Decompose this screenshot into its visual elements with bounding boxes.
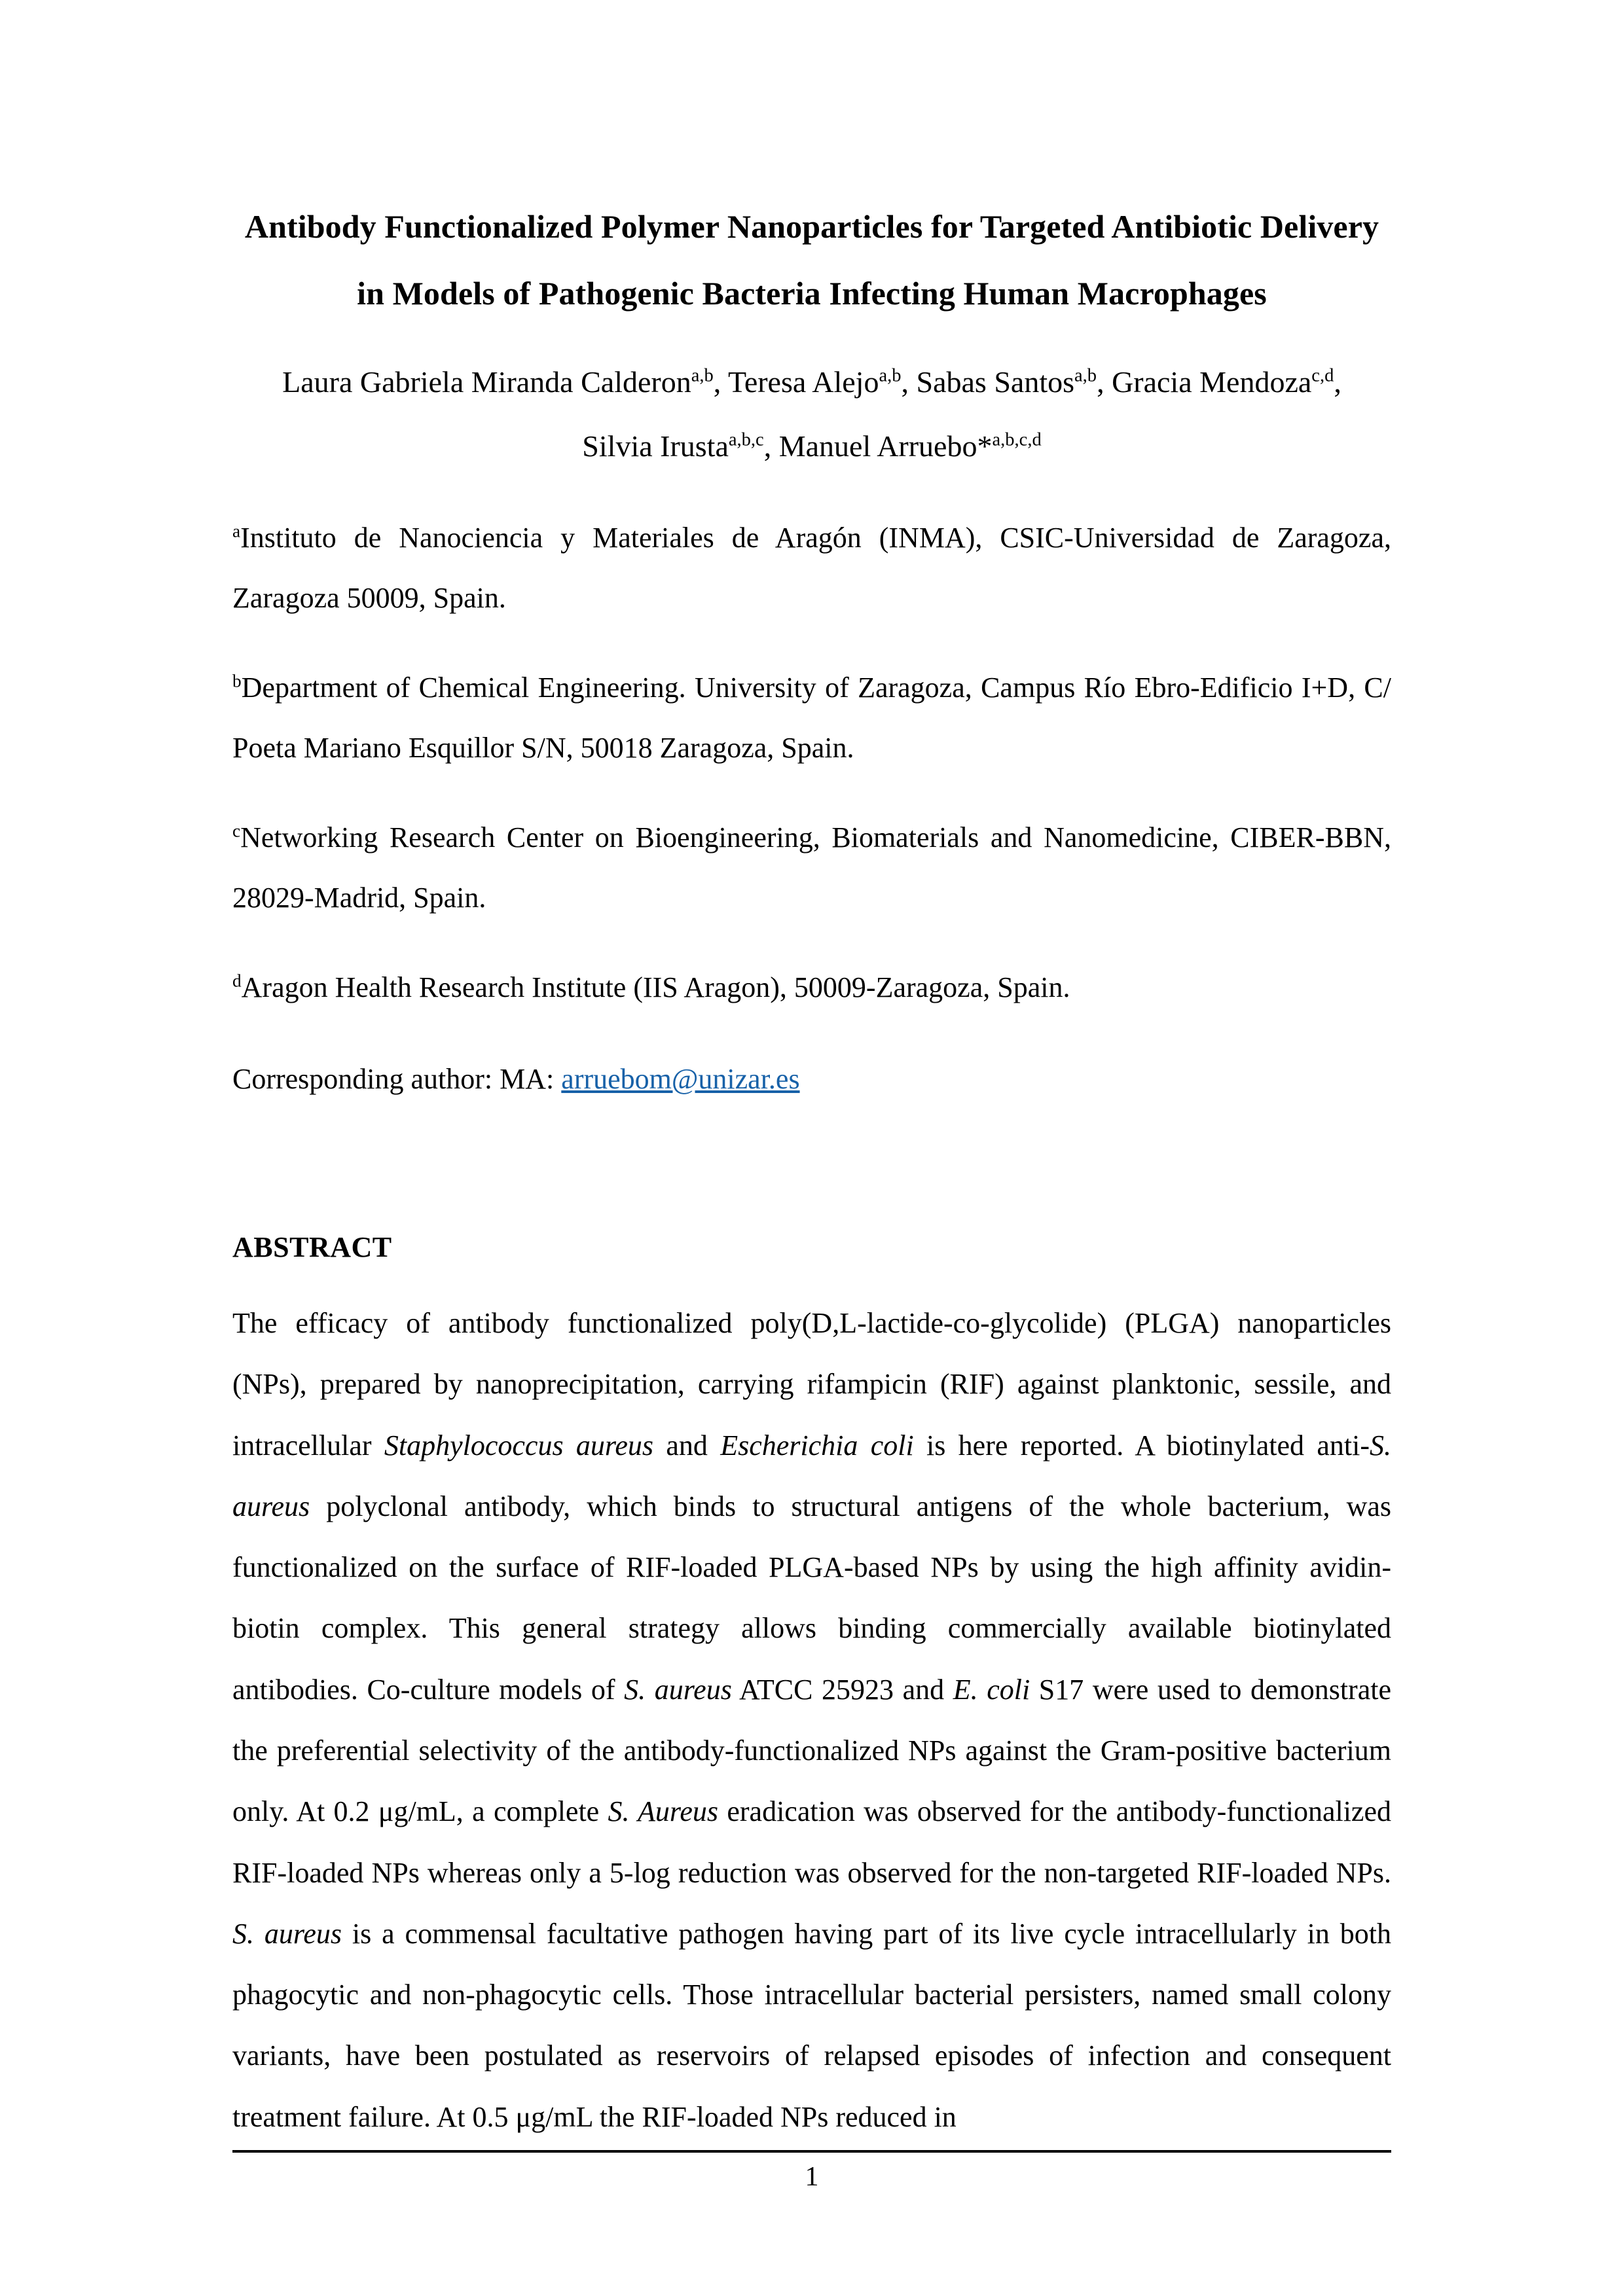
author-name: Silvia Irusta <box>582 429 729 463</box>
page-number: 1 <box>805 2162 819 2192</box>
page-content <box>232 194 1391 2147</box>
abstract-italic-term: Staphylococcus aureus <box>384 1429 654 1462</box>
affiliation-text: Instituto de Nanociencia y Materiales de Aragón (INMA), CSIC-Universidad de Zaragoza, Zaragoza 50009, Spain. <box>232 522 1391 614</box>
author-name: Laura Gabriela Miranda Calderon <box>282 365 691 399</box>
abstract-italic-term: S. aureus <box>232 1917 342 1950</box>
affiliation-marker: a <box>232 521 241 541</box>
abstract-text: is a commensal facultative pathogen having part of its live cycle intracellularly in both phagocytic and non-phagocytic cells. Those intracellular bacterial persisters, named small colony variants, have been postulated as reservoirs of relapsed episodes of infection and consequent treatment failure. At 0.5 μg/mL the RIF-loaded NPs reduced in <box>232 1917 1391 2133</box>
corresponding-author-marker: * <box>977 429 993 463</box>
abstract-text: polyclonal antibody, which binds to structural antigens of the whole bacterium, was functionalized on the surface of RIF-loaded PLGA-based NPs by using the high affinity avidin-biotin complex. This general strategy allows binding commercially available biotinylated antibodies. Co-culture models of <box>232 1490 1391 1706</box>
affiliation-a <box>232 508 1391 628</box>
abstract-italic-term: S. aureus <box>232 1429 1392 1522</box>
affiliation-marker: b <box>232 671 242 691</box>
abstract-text: ATCC 25923 and <box>731 1673 953 1706</box>
author-affiliation-marker: a,b,c <box>728 429 764 450</box>
author-name: Manuel Arruebo <box>778 429 977 463</box>
author-affiliation-marker: a,b <box>879 365 902 386</box>
affiliation-marker: d <box>232 971 242 991</box>
affiliation-marker: c <box>232 821 241 841</box>
affiliation-text: Department of Chemical Engineering. University of Zaragoza, Campus Río Ebro-Edificio I+D, C/ Poeta Mariano Esquillor S/N, 50018 Zaragoza, Spain. <box>232 672 1391 764</box>
affiliation-b <box>232 658 1391 778</box>
corresponding-author <box>232 1049 1391 1109</box>
corresponding-author-label: Corresponding author: MA: <box>232 1062 555 1095</box>
abstract-text: S17 were used to demonstrate the preferential selectivity of the antibody-functionalized NPs against the Gram-positive bacterium only. At 0.2 μg/mL, a complete <box>232 1673 1391 1828</box>
abstract-italic-term: S. Aureus <box>608 1795 719 1828</box>
abstract-text: eradication was observed for the antibody-functionalized RIF-loaded NPs whereas only a 5-log reduction was observed for the non-targeted RIF-loaded NPs. <box>232 1795 1391 1889</box>
abstract-italic-term: S. aureus <box>624 1673 732 1706</box>
abstract-italic-term: E. coli <box>953 1673 1030 1706</box>
author-affiliation-marker: c,d <box>1311 365 1334 386</box>
affiliation-text: Aragon Health Research Institute (IIS Aragon), 50009-Zaragoza, Spain. <box>241 971 1070 1004</box>
abstract-body <box>232 1293 1391 2147</box>
page-title: Antibody Functionalized Polymer Nanoparticles for Targeted Antibiotic Delivery in Models of Pathogenic Bacteria Infecting Human Macrophages <box>244 208 1379 312</box>
page-footer <box>232 2150 1391 2192</box>
affiliation-d <box>232 958 1391 1018</box>
footer-divider <box>232 2150 1391 2153</box>
abstract-heading: ABSTRACT <box>232 1231 392 1264</box>
corresponding-author-email-link[interactable]: arruebom@unizar.es <box>561 1062 800 1095</box>
abstract-text: and <box>653 1429 721 1462</box>
author-affiliation-marker: a,b <box>691 365 714 386</box>
affiliation-text: Networking Research Center on Bioengineering, Biomaterials and Nanomedicine, CIBER-BBN, 28029-Madrid, Spain. <box>232 821 1391 914</box>
author-name: Gracia Mendoza <box>1112 365 1312 399</box>
author-list: Laura Gabriela Miranda Calderon$^{a,b}$, Teresa Alejo$^{a,b}$, Sabas Santos$^{a,b}$, Gracia Mendoza$^{c,d}$, Silvia Irusta$^{a,b,c}$, Manuel Arruebo*$^{a,b,c,d}$ <box>282 365 1341 463</box>
abstract-text: The efficacy of antibody functionalized poly(D,L-lactide-co-glycolide) (PLGA) nanoparticles (NPs), prepared by nanoprecipitation, carrying rifampicin (RIF) against planktonic, sessile, and intracellular <box>232 1307 1391 1462</box>
author-name: Teresa Alejo <box>727 365 879 399</box>
abstract-italic-term: Escherichia coli <box>720 1429 914 1462</box>
abstract-text: is here reported. A biotinylated anti- <box>913 1429 1370 1462</box>
author-affiliation-marker: a,b <box>1074 365 1097 386</box>
author-name: Sabas Santos <box>916 365 1075 399</box>
affiliation-c <box>232 808 1391 927</box>
author-affiliation-marker: a,b,c,d <box>992 429 1042 450</box>
